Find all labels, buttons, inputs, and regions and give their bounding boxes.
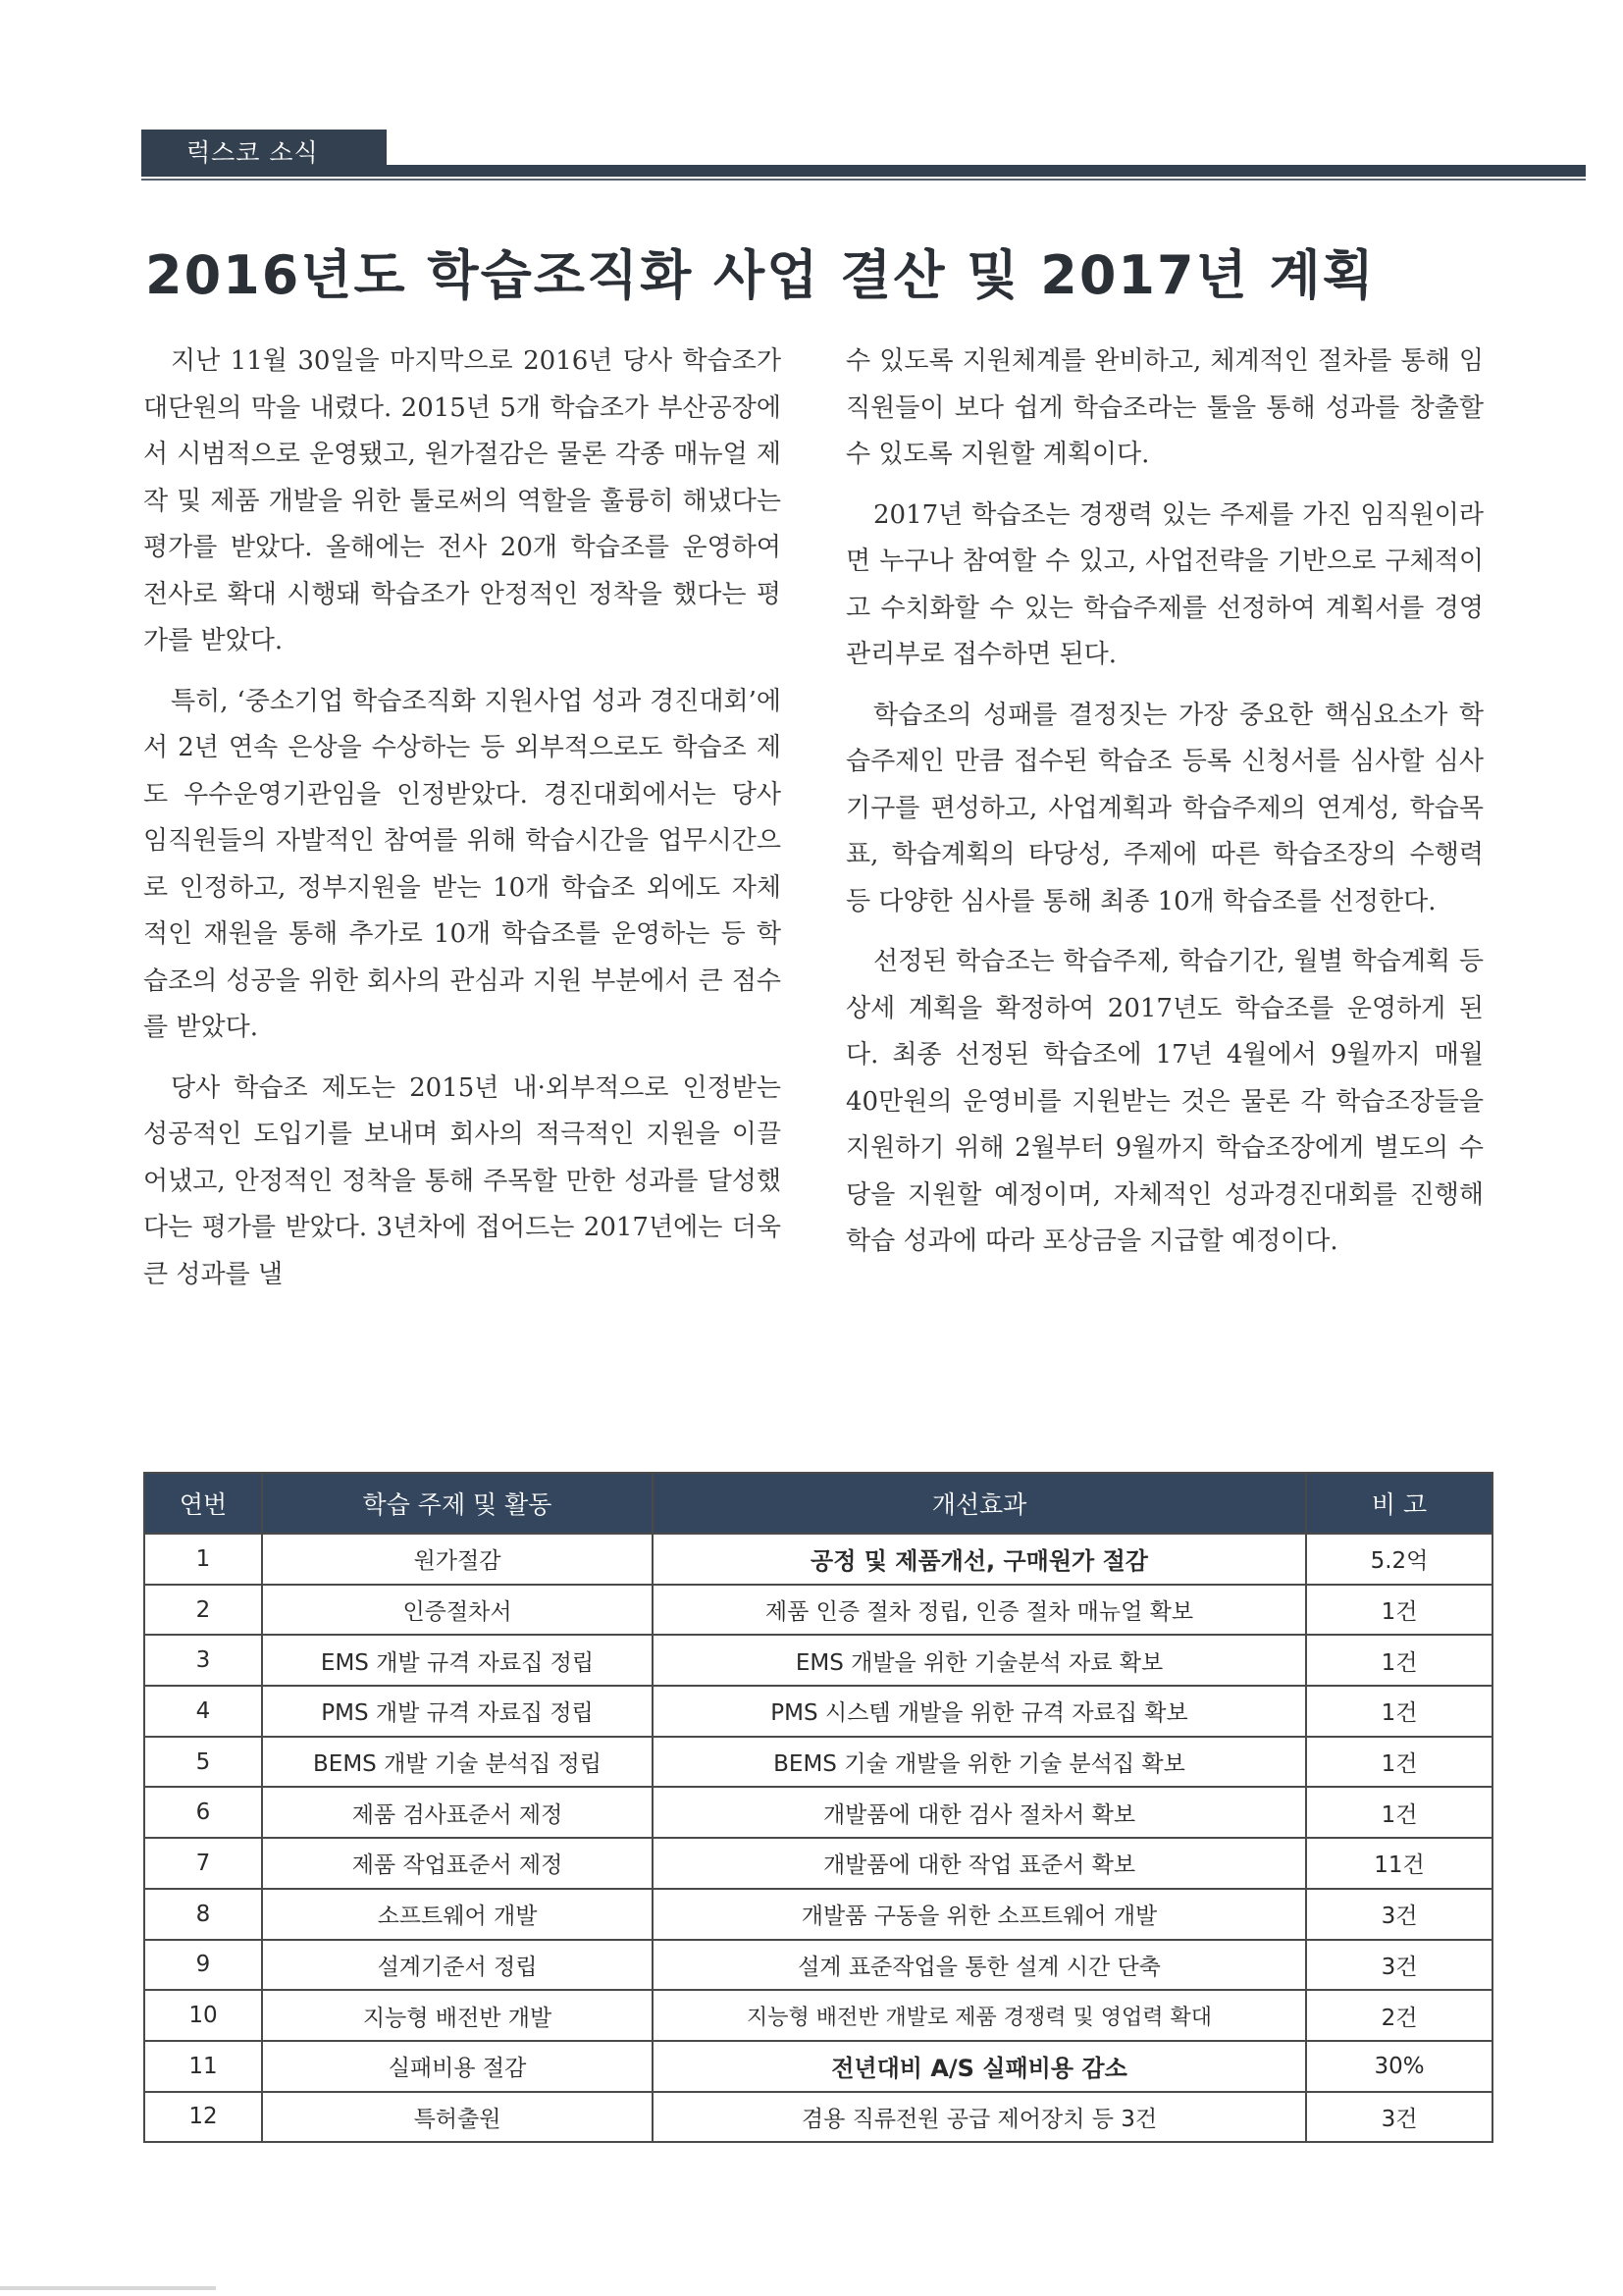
cell-no: 9 <box>144 1940 262 1991</box>
cell-effect: 지능형 배전반 개발로 제품 경쟁력 및 영업력 확대 <box>653 1990 1306 2041</box>
cell-effect: 개발품에 대한 작업 표준서 확보 <box>653 1838 1306 1889</box>
cell-no: 7 <box>144 1838 262 1889</box>
cell-effect: EMS 개발을 위한 기술분석 자료 확보 <box>653 1635 1306 1686</box>
header-rule <box>387 165 1586 177</box>
table-row <box>144 2092 1492 2143</box>
cell-topic: 소프트웨어 개발 <box>262 1889 653 1940</box>
paragraph: 수 있도록 지원체계를 완비하고, 체계적인 절차를 통해 임직원들이 보다 쉽게 학습조라는 툴을 통해 성과를 창출할 수 있도록 지원할 계획이다. <box>846 346 1484 469</box>
paragraph: 선정된 학습조는 학습주제, 학습기간, 월별 학습계획 등 상세 계획을 확정하여 2017년도 학습조를 운영하게 된다. 최종 선정된 학습조에 17년 4월에서 9월까지 매월 40만원의 운영비를 지원받는 것은 물론 각 학습조장들을 지원하기 위해 2월부터 9월까지 학습조장에게 별도의 수당을 지원할 예정이며, 자체적인 성과경진대회를 진행해 학습 성과에 따라 포상금을 지급할 예정이다. <box>846 947 1484 1256</box>
table-row <box>144 1940 1492 1991</box>
cell-effect: 개발품 구동을 위한 소프트웨어 개발 <box>653 1889 1306 1940</box>
cell-no: 3 <box>144 1635 262 1686</box>
activities-table <box>143 1472 1493 2143</box>
article-left-column <box>143 339 781 1312</box>
cell-topic: 인증절차서 <box>262 1585 653 1636</box>
cell-effect: 설계 표준작업을 통한 설계 시간 단축 <box>653 1940 1306 1991</box>
cell-topic: EMS 개발 규격 자료집 정립 <box>262 1635 653 1686</box>
table-row <box>144 1686 1492 1737</box>
cell-effect: 전년대비 A/S 실패비용 감소 <box>653 2041 1306 2092</box>
cell-no: 4 <box>144 1686 262 1737</box>
section-label: 럭스코 소식 <box>141 130 387 177</box>
cell-no: 10 <box>144 1990 262 2041</box>
table-row <box>144 1534 1492 1585</box>
paragraph: 2017년 학습조는 경쟁력 있는 주제를 가진 임직원이라면 누구나 참여할 수 있고, 사업전략을 기반으로 구체적이고 수치화할 수 있는 학습주제를 선정하여 계획서를 경영관리부로 접수하면 된다. <box>846 499 1484 669</box>
cell-no: 8 <box>144 1889 262 1940</box>
paragraph: 지난 11월 30일을 마지막으로 2016년 당사 학습조가 대단원의 막을 내렸다. 2015년 5개 학습조가 부산공장에서 시범적으로 운영됐고, 원가절감은 물론 각종 매뉴얼 제작 및 제품 개발을 위한 툴로써의 역할을 훌륭히 해냈다는 평가를 받았다. 올해에는 전사 20개 학습조를 운영하여 전사로 확대 시행돼 학습조가 안정적인 정착을 했다는 평가를 받았다. <box>143 346 781 655</box>
table-row <box>144 1585 1492 1636</box>
cell-effect: BEMS 기술 개발을 위한 기술 분석집 확보 <box>653 1737 1306 1788</box>
header-note: 비 고 <box>1306 1473 1492 1534</box>
cell-effect: PMS 시스템 개발을 위한 규격 자료집 확보 <box>653 1686 1306 1737</box>
cell-topic: 제품 작업표준서 제정 <box>262 1838 653 1889</box>
cell-note: 1건 <box>1306 1787 1492 1838</box>
cell-note: 3건 <box>1306 1940 1492 1991</box>
cell-no: 1 <box>144 1534 262 1585</box>
table-row <box>144 1838 1492 1889</box>
cell-note: 30% <box>1306 2041 1492 2092</box>
header-topic: 학습 주제 및 활동 <box>262 1473 653 1534</box>
cell-topic: 원가절감 <box>262 1534 653 1585</box>
paragraph: 학습조의 성패를 결정짓는 가장 중요한 핵심요소가 학습주제인 만큼 접수된 학습조 등록 신청서를 심사할 심사기구를 편성하고, 사업계획과 학습주제의 연계성, 학습목표, 학습계획의 타당성, 주제에 따른 학습조장의 수행력 등 다양한 심사를 통해 최종 10개 학습조를 선정한다. <box>846 700 1484 916</box>
table-row <box>144 1889 1492 1940</box>
cell-effect: 개발품에 대한 검사 절차서 확보 <box>653 1787 1306 1838</box>
article-right-column <box>846 339 1484 1279</box>
cell-note: 11건 <box>1306 1838 1492 1889</box>
cell-note: 3건 <box>1306 1889 1492 1940</box>
cell-no: 11 <box>144 2041 262 2092</box>
cell-note: 1건 <box>1306 1635 1492 1686</box>
cell-note: 1건 <box>1306 1686 1492 1737</box>
cell-note: 5.2억 <box>1306 1534 1492 1585</box>
cell-no: 6 <box>144 1787 262 1838</box>
cell-topic: 실패비용 절감 <box>262 2041 653 2092</box>
activities-table-container <box>143 1472 1492 2143</box>
header-rule-thin <box>141 179 1586 181</box>
cell-topic: 특허출원 <box>262 2092 653 2143</box>
cell-effect: 공정 및 제품개선, 구매원가 절감 <box>653 1534 1306 1585</box>
cell-effect: 겸용 직류전원 공급 제어장치 등 3건 <box>653 2092 1306 2143</box>
table-row <box>144 2041 1492 2092</box>
table-row <box>144 1787 1492 1838</box>
cell-no: 2 <box>144 1585 262 1636</box>
footer-rule <box>0 2286 216 2290</box>
table-row <box>144 1990 1492 2041</box>
cell-no: 5 <box>144 1737 262 1788</box>
paragraph: 특히, ‘중소기업 학습조직화 지원사업 성과 경진대회’에서 2년 연속 은상을 수상하는 등 외부적으로도 학습조 제도 우수운영기관임을 인정받았다. 경진대회에서는 당사 임직원들의 자발적인 참여를 위해 학습시간을 업무시간으로 인정하고, 정부지원을 받는 10개 학습조 외에도 자체적인 재원을 통해 추가로 10개 학습조를 운영하는 등 학습조의 성공을 위한 회사의 관심과 지원 부분에서 큰 점수를 받았다. <box>143 686 781 1042</box>
page-title: 2016년도 학습조직화 사업 결산 및 2017년 계획 <box>145 244 1376 306</box>
table-row <box>144 1635 1492 1686</box>
cell-note: 2건 <box>1306 1990 1492 2041</box>
cell-topic: BEMS 개발 기술 분석집 정립 <box>262 1737 653 1788</box>
cell-topic: PMS 개발 규격 자료집 정립 <box>262 1686 653 1737</box>
table-row <box>144 1737 1492 1788</box>
header-no: 연번 <box>144 1473 262 1534</box>
cell-topic: 제품 검사표준서 제정 <box>262 1787 653 1838</box>
cell-effect: 제품 인증 절차 정립, 인증 절차 매뉴얼 확보 <box>653 1585 1306 1636</box>
cell-note: 3건 <box>1306 2092 1492 2143</box>
cell-note: 1건 <box>1306 1737 1492 1788</box>
cell-topic: 지능형 배전반 개발 <box>262 1990 653 2041</box>
header-effect: 개선효과 <box>653 1473 1306 1534</box>
cell-no: 12 <box>144 2092 262 2143</box>
cell-topic: 설계기준서 정립 <box>262 1940 653 1991</box>
table-header-row <box>144 1473 1492 1534</box>
cell-note: 1건 <box>1306 1585 1492 1636</box>
paragraph: 당사 학습조 제도는 2015년 내·외부적으로 인정받는 성공적인 도입기를 보내며 회사의 적극적인 지원을 이끌어냈고, 안정적인 정착을 통해 주목할 만한 성과를 달성했다는 평가를 받았다. 3년차에 접어드는 2017년에는 더욱 큰 성과를 낼 <box>143 1072 781 1289</box>
